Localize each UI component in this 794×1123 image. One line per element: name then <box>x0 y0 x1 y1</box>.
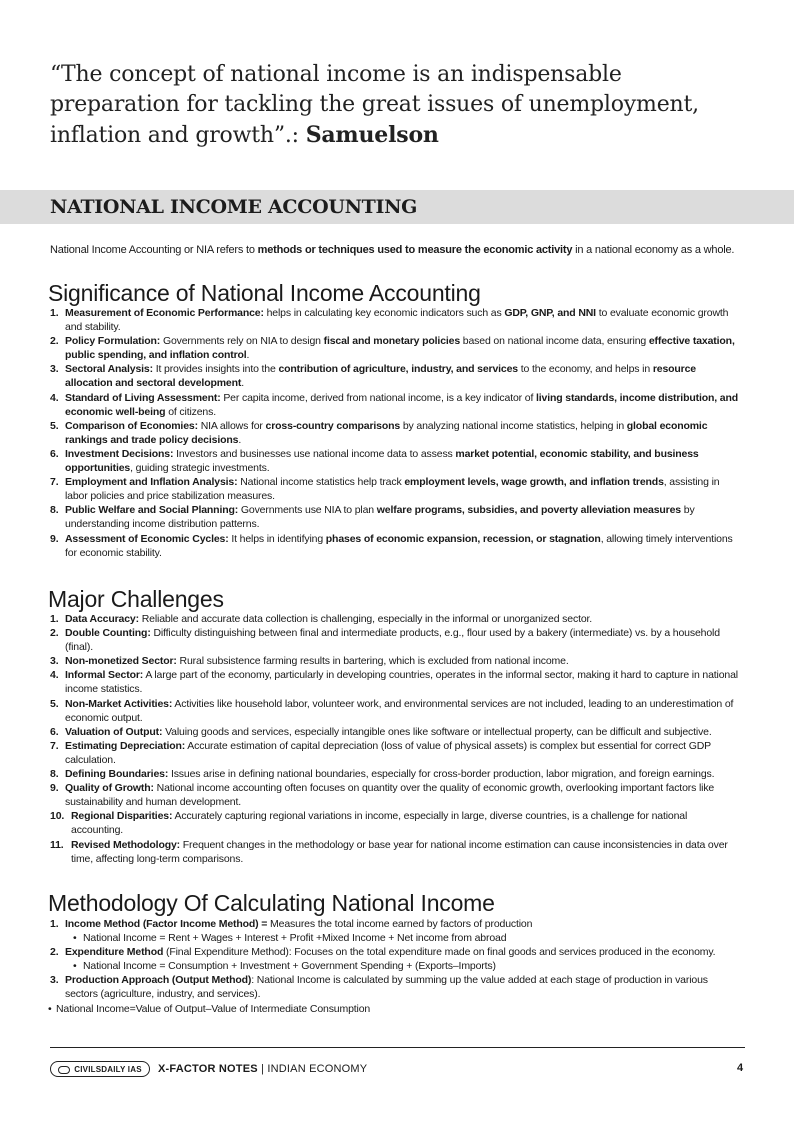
item-bold-text: Double Counting: <box>65 627 151 640</box>
item-text: , allowing timely interventions for economic stability. <box>65 532 733 559</box>
list-item <box>50 767 740 781</box>
item-bold-text: Income Method (Factor Income Method) = <box>65 918 268 930</box>
item-bold-text: global economic rankings and trade policy decisions <box>65 419 708 446</box>
item-bold-text: cross-country comparisons <box>265 419 401 432</box>
bullet-icon: • <box>73 932 77 945</box>
item-text: Accurately capturing regional variations in income, especially in large, diverse countries, is a challenge for national accounting. <box>71 810 688 837</box>
sub-bullet <box>65 959 740 973</box>
quote-text: “The concept of national income is an indispensable preparation for tackling the great issues of unemployment, inflation and growth”.: <box>50 62 699 148</box>
item-bold-text: Informal Sector: <box>65 669 144 682</box>
list-item <box>50 391 740 419</box>
item-text: helps in calculating key economic indicators such as <box>263 307 505 319</box>
item-bold-text: Non-monetized Sector: <box>65 655 177 668</box>
item-bold-text: Policy Formulation: <box>65 335 161 348</box>
intro-text-after: in a national economy as a whole. <box>572 244 735 256</box>
list-item <box>50 626 740 654</box>
item-text: , guiding strategic investments. <box>130 462 270 475</box>
item-text: by analyzing national income statistics, helping in <box>400 419 627 432</box>
item-bold-text: Assessment of Economic Cycles: <box>65 532 229 545</box>
list-item <box>50 334 740 362</box>
list-item <box>50 503 740 531</box>
list-item <box>50 447 740 475</box>
item-bold-text: Defining Boundaries: <box>65 768 169 781</box>
significance-list <box>50 306 740 560</box>
item-text: Governments use NIA to plan <box>238 504 377 517</box>
item-number: 4. <box>50 669 59 682</box>
footer-subject: INDIAN ECONOMY <box>267 1063 368 1075</box>
item-text: National income accounting often focuses on quantity over the quality of economic growth, overlooking important factors like sustainability and human development. <box>65 782 715 809</box>
sub-bullet-text: National Income = Rent + Wages + Interest + Profit +Mixed Income + Net income from abroad <box>83 932 507 945</box>
challenges-heading: Major Challenges <box>48 586 224 612</box>
item-bold-text: effective taxation, public spending, and inflation control <box>65 335 735 362</box>
item-text: Per capita income, derived from national income, is a key indicator of <box>220 391 537 404</box>
item-text: . <box>238 433 242 446</box>
item-text: Issues arise in defining national boundaries, especially for cross-border production, labor migration, and foreign earnings. <box>168 768 715 781</box>
item-text: Investors and businesses use national income data to assess <box>173 447 456 460</box>
list-item <box>50 419 740 447</box>
footer-separator: | <box>257 1063 268 1075</box>
item-text: (Final Expenditure Method): Focuses on the total expenditure made on final goods and services produced in the economy. <box>163 946 716 959</box>
item-number: 2. <box>50 335 59 348</box>
item-bold-text: phases of economic expansion, recession, or stagnation <box>325 532 601 545</box>
item-text: It helps in identifying <box>228 532 326 545</box>
item-number: 8. <box>50 504 59 517</box>
list-item <box>50 725 740 739</box>
list-item <box>50 362 740 390</box>
item-number: 2. <box>50 946 59 959</box>
item-text: of citizens. <box>165 405 216 418</box>
item-text: . <box>241 377 244 390</box>
list-item <box>50 838 740 866</box>
item-text: , assisting in labor policies and price stabilization measures. <box>65 476 720 503</box>
item-number: 1. <box>50 307 59 319</box>
item-number: 11. <box>50 838 64 851</box>
item-bold-text: Non-Market Activities: <box>65 697 173 710</box>
list-item <box>50 612 740 626</box>
list-item <box>50 739 740 767</box>
logo-text: CIVILSDAILY IAS <box>74 1065 142 1074</box>
item-number: 9. <box>50 532 59 545</box>
logo-mark-icon <box>58 1066 70 1074</box>
item-text: National income statistics help track <box>237 476 405 489</box>
item-bold-text: Production Approach (Output Method) <box>65 974 252 987</box>
significance-heading: Significance of National Income Accounting <box>48 280 481 306</box>
item-bold-text: living standards, income distribution, and economic well-being <box>65 391 738 418</box>
intro-text-bold: methods or techniques used to measure the economic activity <box>257 244 573 256</box>
item-text: It provides insights into the <box>152 363 279 376</box>
item-text: NIA allows for <box>197 419 266 432</box>
item-text: : National Income is calculated by summing up the value added at each stage of production in various sectors (agriculture, industry, and services). <box>65 974 708 1001</box>
item-number: 3. <box>50 655 59 668</box>
page-number: 4 <box>737 1062 744 1074</box>
item-bold-text: fiscal and monetary policies <box>323 335 461 348</box>
item-number: 1. <box>50 613 59 625</box>
item-bold-text: Regional Disparities: <box>71 810 173 823</box>
item-text: Rural subsistence farming results in bartering, which is excluded from national income. <box>176 655 569 668</box>
item-bold-text: Employment and Inflation Analysis: <box>65 476 238 489</box>
item-text: Accurate estimation of capital depreciation (loss of value of physical assets) is complex but essential for correct GDP calculation. <box>65 739 711 766</box>
item-number: 9. <box>50 782 59 795</box>
item-number: 2. <box>50 627 59 640</box>
item-bold-text: GDP, GNP, and NNI <box>504 307 596 319</box>
sub-bullet-text: National Income = Consumption + Investment + Government Spending + (Exports–Imports) <box>83 960 496 973</box>
list-item <box>50 654 740 668</box>
list-item <box>50 475 740 503</box>
item-bold-text: Data Accuracy: <box>65 613 139 625</box>
methodology-list <box>50 917 740 1016</box>
footer-series: X-FACTOR NOTES <box>158 1063 258 1075</box>
item-bold-text: Public Welfare and Social Planning: <box>65 504 239 517</box>
item-bold-text: employment levels, wage growth, and inflation trends <box>404 476 664 489</box>
quote-author: Samuelson <box>305 122 439 148</box>
item-bold-text: Quality of Growth: <box>65 782 154 795</box>
item-number: 5. <box>50 419 59 432</box>
list-item <box>50 306 740 334</box>
item-bold-text: contribution of agriculture, industry, and services <box>278 363 518 376</box>
item-bold-text: market potential, economic stability, and business opportunities <box>65 447 699 475</box>
list-item <box>50 668 740 696</box>
item-number: 10. <box>50 810 65 823</box>
footer-logo <box>50 1061 150 1077</box>
methodology-note-text: National Income=Value of Output–Value of Intermediate Consumption <box>56 1002 371 1015</box>
item-text: Frequent changes in the methodology or base year for national income estimation can cause inconsistencies in data over time, affecting long-term comparisons. <box>71 838 728 865</box>
item-bold-text: welfare programs, subsidies, and poverty alleviation measures <box>376 504 681 517</box>
item-text: to evaluate economic growth and stability. <box>65 307 729 334</box>
list-item <box>50 697 740 725</box>
item-number: 6. <box>50 725 59 738</box>
list-item <box>50 532 740 560</box>
quote-block <box>50 60 750 151</box>
item-text: Measures the total income earned by factors of production <box>267 918 533 930</box>
item-number: 5. <box>50 697 59 710</box>
item-text: Reliable and accurate data collection is challenging, especially in the informal or unorganized sector. <box>138 613 593 625</box>
item-bold-text: Valuation of Output: <box>65 725 163 738</box>
bullet-icon: • <box>48 1002 52 1015</box>
item-number: 6. <box>50 447 59 460</box>
item-bold-text: Measurement of Economic Performance: <box>65 307 264 319</box>
item-bold-text: Estimating Depreciation: <box>65 739 186 752</box>
item-bold-text: Sectoral Analysis: <box>65 363 153 376</box>
section-title: NATIONAL INCOME ACCOUNTING <box>50 196 418 218</box>
list-item <box>50 781 740 809</box>
section-header-band <box>0 190 794 224</box>
item-bold-text: Standard of Living Assessment: <box>65 391 221 404</box>
item-number: 4. <box>50 391 59 404</box>
item-bold-text: Revised Methodology: <box>71 838 181 851</box>
footer-title <box>158 1063 367 1075</box>
list-item <box>50 809 740 837</box>
list-item <box>50 973 740 1001</box>
item-number: 7. <box>50 739 59 752</box>
methodology-heading: Methodology Of Calculating National Income <box>48 890 495 916</box>
item-number: 3. <box>50 363 59 376</box>
item-bold-text: Expenditure Method <box>65 946 164 959</box>
item-text: A large part of the economy, particularly in developing countries, operates in the informal sector, making it hard to capture in national income statistics. <box>65 669 738 696</box>
item-bold-text: resource allocation and sectoral development <box>65 363 696 390</box>
item-number: 8. <box>50 768 59 781</box>
bullet-icon: • <box>73 960 77 973</box>
sub-bullet <box>65 931 740 945</box>
item-bold-text: Investment Decisions: <box>65 447 174 460</box>
item-text: . <box>246 349 250 362</box>
item-number: 1. <box>50 918 59 930</box>
list-item <box>50 917 740 945</box>
item-number: 7. <box>50 476 59 489</box>
footer-rule <box>50 1047 745 1048</box>
item-number: 3. <box>50 974 59 987</box>
methodology-note <box>48 1002 740 1016</box>
item-text: by understanding income distribution patterns. <box>65 504 695 531</box>
intro-text-before: National Income Accounting or NIA refers to <box>50 244 258 256</box>
item-text: based on national income data, ensuring <box>460 335 649 348</box>
item-bold-text: Comparison of Economies: <box>65 419 198 432</box>
item-text: to the economy, and helps in <box>518 363 653 376</box>
item-text: Difficulty distinguishing between final and intermediate products, e.g., flour used by a bakery (intermediate) vs. by a household (final). <box>65 627 720 654</box>
list-item <box>50 945 740 973</box>
challenges-list <box>50 612 740 866</box>
item-text: Governments rely on NIA to design <box>160 335 324 348</box>
item-text: Activities like household labor, volunteer work, and environmental services are not included, leading to an underestimation of economic output. <box>65 697 734 724</box>
intro-paragraph <box>50 244 750 256</box>
item-text: Valuing goods and services, especially intangible ones like software or intellectual property, can be difficult and subjective. <box>162 725 712 738</box>
